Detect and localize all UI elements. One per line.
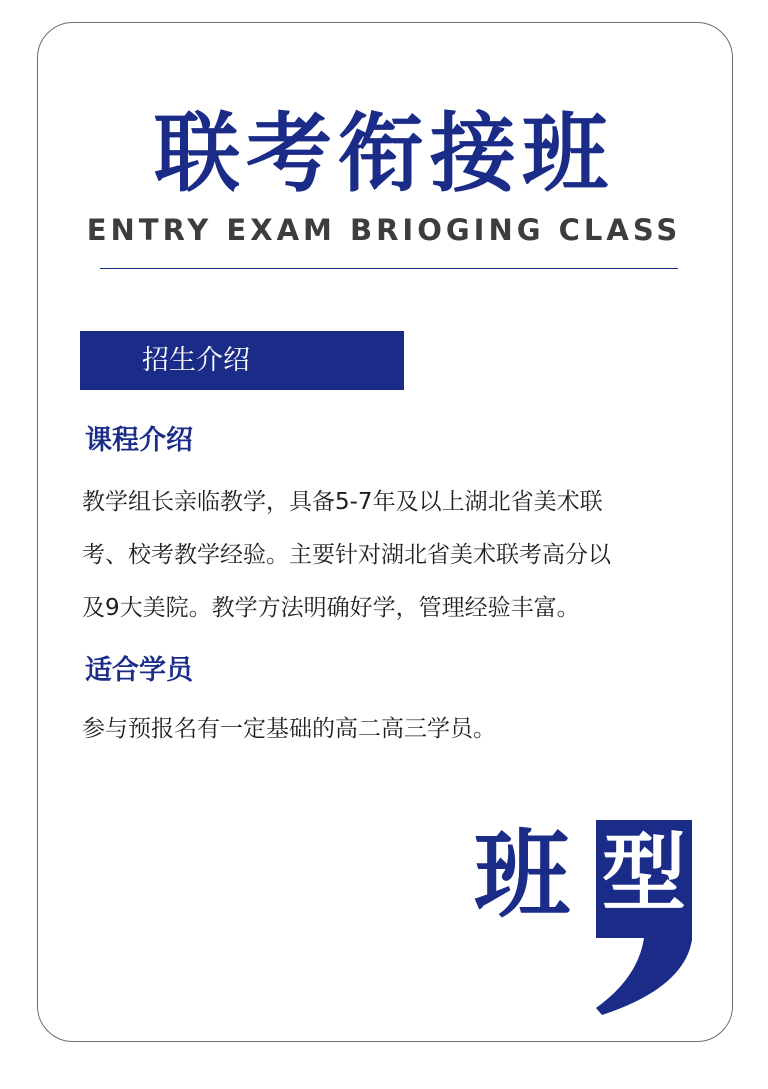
audience-line: 参与预报名有一定基础的高二高三学员。 [82, 716, 496, 742]
stamp-char-ban: 班 [474, 818, 570, 931]
stamp-char-xing: 型 [601, 823, 686, 922]
course-description [82, 476, 694, 635]
audience-heading: 适合学员 [85, 655, 193, 686]
page-title: 联考衔接班 [154, 104, 614, 204]
title-divider [100, 268, 678, 269]
course-line-1: 教学组长亲临教学，具备5-7年及以上湖北省美术联 [82, 489, 603, 515]
course-heading: 课程介绍 [85, 425, 193, 456]
page-subtitle: ENTRY EXAM BRIOGING CLASS [86, 213, 682, 247]
audience-description [82, 703, 694, 756]
course-line-2: 考、校考教学经验。主要针对湖北省美术联考高分以 [82, 542, 611, 568]
course-line-3: 及9大美院。教学方法明确好学，管理经验丰富。 [82, 595, 580, 621]
section-banner [80, 331, 404, 390]
section-banner-label: 招生介绍 [142, 345, 250, 376]
